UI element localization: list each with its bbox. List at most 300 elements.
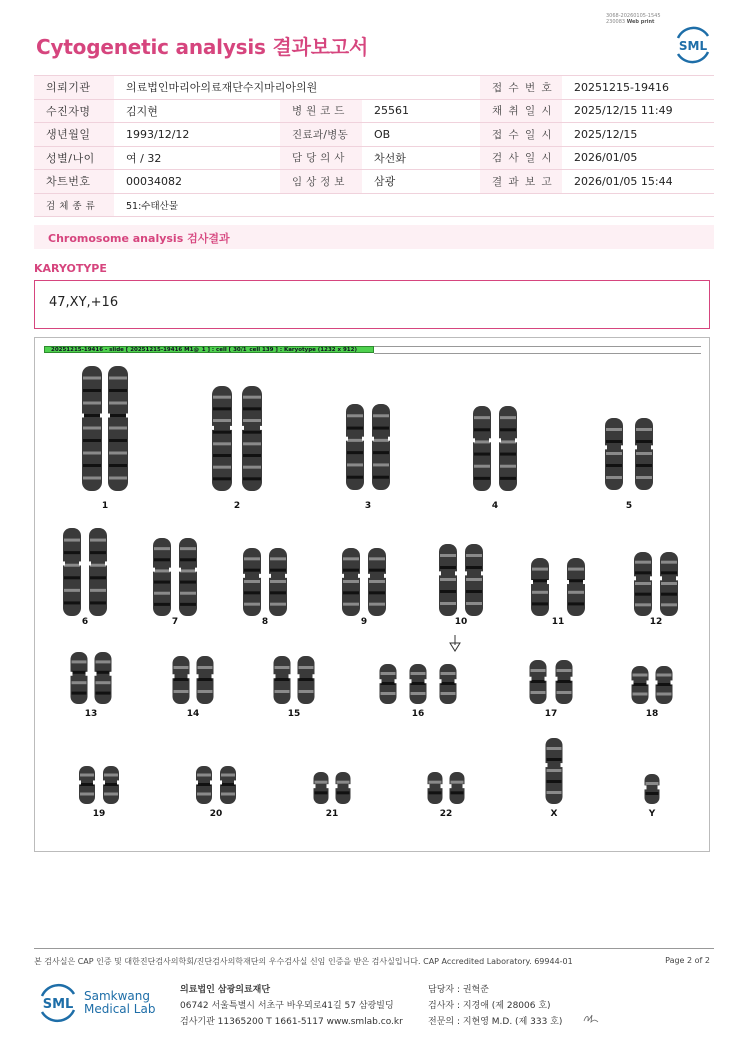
- chromosome-label: 20: [209, 809, 223, 819]
- chromosome-band: [466, 554, 482, 557]
- chromosome-band: [500, 440, 516, 443]
- centromere: [631, 680, 634, 684]
- chromosome-band: [198, 690, 213, 693]
- label-requesting-org: 의뢰기관: [34, 76, 114, 100]
- centromere: [439, 679, 442, 683]
- chromosome-band: [83, 439, 101, 442]
- centromere: [211, 426, 214, 430]
- chromosome-label: 14: [186, 709, 200, 719]
- chromosome-band: [198, 678, 213, 681]
- chromosome-band: [568, 602, 584, 605]
- chromosome-band: [440, 554, 456, 557]
- chromosome-band: [373, 414, 389, 417]
- chromosome-band: [64, 589, 80, 592]
- chromosome-band: [474, 428, 490, 431]
- chromosome-band: [381, 682, 396, 685]
- centromere: [571, 677, 574, 681]
- chromosome-band: [440, 566, 456, 569]
- chromosome-band: [243, 419, 261, 422]
- chromosome-band: [635, 561, 651, 564]
- centromere: [583, 580, 586, 584]
- chromosome-band: [411, 692, 426, 695]
- centromere: [79, 561, 82, 565]
- chromosome-band: [104, 774, 118, 777]
- chromosome-band: [547, 758, 562, 761]
- chromosome-band: [636, 464, 652, 467]
- label-department: 진료과/병동: [280, 123, 362, 147]
- chromosome-band: [154, 592, 170, 595]
- centromere: [126, 414, 129, 418]
- chromosome-band: [275, 690, 290, 693]
- centromere: [327, 784, 330, 788]
- chromosome-band: [568, 579, 584, 582]
- chromosome-band: [646, 782, 659, 785]
- centromere: [633, 576, 636, 580]
- chromosome-band: [104, 783, 118, 786]
- label-test-date: 검 사 일 시: [480, 146, 562, 170]
- chromosome-band: [369, 569, 385, 572]
- chromosome-band: [244, 557, 260, 560]
- chromosome-band: [633, 693, 648, 696]
- info-row: [34, 170, 714, 194]
- chromosome-band: [90, 564, 106, 567]
- value-report-time: 2026/01/05 15:44: [562, 170, 714, 194]
- chromosome-band: [661, 593, 677, 596]
- chromosome-label: 5: [625, 501, 633, 511]
- lab-org-name: 의료법인 삼광의료재단: [180, 985, 271, 995]
- chromosome-band: [657, 683, 672, 686]
- chromosome-label: 16: [411, 709, 425, 719]
- chromosome-band: [429, 791, 442, 794]
- chromosome-band: [343, 591, 359, 594]
- chromosome-band: [500, 465, 516, 468]
- centromere: [94, 672, 97, 676]
- centromere: [297, 674, 300, 678]
- chromosome-label: 15: [287, 709, 301, 719]
- chromosome-band: [96, 660, 111, 663]
- chromosome-band: [343, 569, 359, 572]
- chromosome-band: [547, 791, 562, 794]
- chromosome-band: [547, 747, 562, 750]
- centromere: [409, 679, 412, 683]
- chromosome-band: [441, 692, 456, 695]
- centromere: [651, 445, 654, 449]
- label-report-time: 결 과 보 고: [480, 170, 562, 194]
- chromosome-band: [109, 452, 127, 455]
- centromere: [241, 426, 244, 430]
- centromere: [530, 580, 533, 584]
- chromosome-band: [633, 674, 648, 677]
- chromosome-band: [83, 402, 101, 405]
- chromosome-band: [532, 579, 548, 582]
- centromere: [647, 680, 650, 684]
- chromosome-band: [547, 780, 562, 783]
- lab-contact: 검사기관 11365200 T 1661-5117 www.smlab.co.kr: [180, 1017, 403, 1027]
- chromosome-band: [557, 669, 572, 672]
- centromere: [379, 679, 382, 683]
- centromere: [70, 672, 73, 676]
- chromosome-band: [347, 414, 363, 417]
- chromosome-label: 21: [325, 809, 339, 819]
- chromosome-label: X: [550, 809, 558, 819]
- chromosome-band: [369, 557, 385, 560]
- centromere: [100, 414, 103, 418]
- chromosome-band: [221, 793, 235, 796]
- centromere: [515, 438, 518, 442]
- chromosome-band: [197, 774, 211, 777]
- sml-logo-text: SML: [678, 39, 708, 53]
- centromere: [242, 574, 245, 578]
- label-received-time: 접 수 일 시: [480, 123, 562, 147]
- chromosome-2: [242, 386, 262, 491]
- centromere: [86, 672, 89, 676]
- chromosome-band: [661, 603, 677, 606]
- chromosome-label: 4: [491, 501, 499, 511]
- footer-divider: [34, 948, 714, 949]
- info-row: [34, 76, 714, 100]
- chromosome-band: [275, 678, 290, 681]
- value-requesting-org: 의료법인마리아의료재단수지마리아의원: [114, 76, 480, 100]
- chromosome-band: [213, 419, 231, 422]
- value-hospital-code: 25561: [362, 99, 480, 123]
- chromosome-band: [369, 603, 385, 606]
- chromosome-band: [180, 547, 196, 550]
- chromosome-band: [531, 691, 546, 694]
- centromere: [545, 763, 548, 767]
- value-physician: 차선화: [362, 146, 480, 170]
- label-sex-age: 성별/나이: [34, 146, 114, 170]
- chromosome-band: [606, 464, 622, 467]
- value-collection-time: 2025/12/15 11:49: [562, 99, 714, 123]
- chromosome-band: [441, 672, 456, 675]
- centromere: [481, 571, 484, 575]
- chromosome-band: [213, 396, 231, 399]
- chromosome-label: 9: [360, 617, 368, 627]
- centromere: [81, 414, 84, 418]
- chromosome-band: [636, 476, 652, 479]
- chromosome-band: [411, 672, 426, 675]
- sml-footer-logo-text: SML: [42, 997, 74, 1012]
- chromosome-band: [80, 793, 94, 796]
- result-section-header: [34, 225, 714, 249]
- chromosome-band: [373, 451, 389, 454]
- chromosome-band: [109, 389, 127, 392]
- lab-address: 06742 서울특별시 서초구 바우뫼로41길 57 삼광빌딩: [180, 1001, 394, 1011]
- chromosome-band: [532, 602, 548, 605]
- chromosome-band: [547, 769, 562, 772]
- chromosome-band: [104, 793, 118, 796]
- chromosome-band: [109, 402, 127, 405]
- chromosome-band: [109, 477, 127, 480]
- chromosome-band: [337, 781, 350, 784]
- print-meta-id: 3068-20260105-1545: [606, 13, 661, 19]
- centromere: [102, 780, 105, 784]
- chromosome-band: [532, 591, 548, 594]
- chromosome-label: 1: [101, 501, 109, 511]
- staff-tester: 검사자 : 지경애 (제 28006 호): [428, 1001, 551, 1011]
- karyotype-heading: KARYOTYPE: [34, 262, 107, 275]
- chromosome-band: [244, 591, 260, 594]
- centromere: [230, 426, 233, 430]
- chromosome-label: 6: [81, 617, 89, 627]
- label-physician: 담 당 의 사: [280, 146, 362, 170]
- chromosome-band: [64, 539, 80, 542]
- chromosome-band: [606, 476, 622, 479]
- centromere: [463, 784, 466, 788]
- chromosome-band: [474, 440, 490, 443]
- value-accession-no: 20251215-19416: [562, 76, 714, 100]
- chromosome-label: 19: [92, 809, 106, 819]
- chromosome-band: [369, 591, 385, 594]
- chromosome-22: [450, 772, 465, 804]
- chromosome-21: [314, 772, 329, 804]
- staff-signatures: [428, 982, 562, 1030]
- centromere: [188, 674, 191, 678]
- chromosome-band: [109, 377, 127, 380]
- chromosome-band: [661, 571, 677, 574]
- centromere: [604, 445, 607, 449]
- centromere: [676, 576, 679, 580]
- centromere: [362, 437, 365, 441]
- value-sex-age: 여 / 32: [114, 146, 280, 170]
- chromosome-label: Y: [648, 809, 656, 819]
- chromosome-label: 18: [645, 709, 659, 719]
- centromere: [152, 568, 155, 572]
- print-meta-web: Web print: [626, 19, 655, 25]
- chromosome-band: [213, 466, 231, 469]
- centromere: [367, 574, 370, 578]
- karyotype-result-box: [34, 280, 710, 329]
- chromosome-label: 22: [439, 809, 453, 819]
- chromosome-band: [557, 691, 572, 694]
- lab-brand-name: [84, 990, 155, 1016]
- chromosome-label: 11: [551, 617, 565, 627]
- chromosome-band: [180, 592, 196, 595]
- chromosome-band: [180, 581, 196, 584]
- label-clinical-info: 임 상 정 보: [280, 170, 362, 194]
- centromere: [219, 780, 222, 784]
- chromosome-label: 8: [261, 617, 269, 627]
- chromosome-band: [635, 603, 651, 606]
- chromosome-band: [243, 407, 261, 410]
- chromosome-band: [633, 683, 648, 686]
- centromere: [313, 784, 316, 788]
- chromosome-band: [90, 589, 106, 592]
- centromere: [78, 780, 81, 784]
- chromosome-band: [197, 793, 211, 796]
- chromosome-band: [557, 680, 572, 683]
- chromosome-band: [90, 539, 106, 542]
- centromere: [489, 438, 492, 442]
- centromere: [449, 784, 452, 788]
- sml-logo-icon: [672, 24, 714, 66]
- chromosome-band: [347, 463, 363, 466]
- centromere: [671, 680, 674, 684]
- chromosome-band: [411, 682, 426, 685]
- chromosome-band: [606, 428, 622, 431]
- centromere: [388, 437, 391, 441]
- centromere: [658, 785, 661, 789]
- chromosome-band: [154, 581, 170, 584]
- info-row: [34, 193, 714, 217]
- chromosome-band: [83, 427, 101, 430]
- chromosome-band: [636, 452, 652, 455]
- centromere: [621, 445, 624, 449]
- centromere: [110, 672, 113, 676]
- centromere: [545, 677, 548, 681]
- centromere: [117, 780, 120, 784]
- centromere: [88, 561, 91, 565]
- chromosome-band: [474, 453, 490, 456]
- label-birth-date: 생년월일: [34, 123, 114, 147]
- trisomy-arrow-icon: [450, 635, 460, 651]
- chromosome-band: [154, 558, 170, 561]
- chromosome-band: [369, 580, 385, 583]
- chromosome-band: [270, 569, 286, 572]
- chromosome-22: [428, 772, 443, 804]
- page-number: Page 2 of 2: [665, 956, 710, 965]
- chromosome-band: [244, 580, 260, 583]
- chromosome-band: [90, 551, 106, 554]
- centromere: [212, 674, 215, 678]
- chromosome-band: [180, 569, 196, 572]
- chromosome-band: [90, 576, 106, 579]
- chromosome-label: 13: [84, 709, 98, 719]
- chromosome-band: [213, 442, 231, 445]
- centromere: [196, 674, 199, 678]
- chromosome-band: [83, 389, 101, 392]
- chromosome-band: [451, 791, 464, 794]
- chromosome-band: [109, 439, 127, 442]
- centromere: [384, 574, 387, 578]
- chromosome-band: [347, 451, 363, 454]
- chromosome-band: [646, 792, 659, 795]
- chromosome-band: [299, 678, 314, 681]
- info-row: [34, 123, 714, 147]
- label-chart-no: 차트번호: [34, 170, 114, 194]
- chromosome-band: [343, 580, 359, 583]
- chromosome-band: [440, 590, 456, 593]
- chromosome-band: [657, 693, 672, 696]
- karyotype-result: 47,XY,+16: [49, 295, 119, 310]
- chromosome-band: [83, 477, 101, 480]
- karyogram-caption-rule: [374, 346, 701, 354]
- chromosome-band: [568, 568, 584, 571]
- chromosome-band: [64, 551, 80, 554]
- centromere: [341, 574, 344, 578]
- chromosome-13: [71, 652, 88, 704]
- centromere: [455, 679, 458, 683]
- chromosome-band: [568, 591, 584, 594]
- chromosome-band: [221, 774, 235, 777]
- chromosome-band: [72, 681, 87, 684]
- info-row: [34, 146, 714, 170]
- chromosome-band: [109, 427, 127, 430]
- staff-manager: 담당자 : 권혁준: [428, 985, 489, 995]
- chromosome-band: [213, 454, 231, 457]
- chromosome-label: 2: [233, 501, 241, 511]
- karyogram-image: [35, 356, 709, 850]
- chromosome-band: [198, 666, 213, 669]
- value-received-time: 2025/12/15: [562, 123, 714, 147]
- chromosome-band: [243, 442, 261, 445]
- chromosome-band: [96, 692, 111, 695]
- centromere: [561, 763, 564, 767]
- centromere: [441, 784, 444, 788]
- chromosome-band: [64, 564, 80, 567]
- chromosome-band: [474, 465, 490, 468]
- chromosome-band: [500, 477, 516, 480]
- label-accession-no: 접 수 번 호: [480, 76, 562, 100]
- chromosome-band: [661, 561, 677, 564]
- centromere: [498, 438, 501, 442]
- value-patient-name: 김지현: [114, 99, 280, 123]
- chromosome-band: [72, 671, 87, 674]
- chromosome-band: [243, 431, 261, 434]
- print-meta-code: 230083: [606, 19, 626, 25]
- centromere: [107, 414, 110, 418]
- chromosome-band: [299, 666, 314, 669]
- chromosome-band: [96, 681, 111, 684]
- label-specimen-type: 검 체 종 류: [34, 193, 114, 217]
- centromere: [273, 674, 276, 678]
- chromosome-band: [270, 603, 286, 606]
- chromosome-band: [500, 428, 516, 431]
- chromosome-band: [347, 427, 363, 430]
- chromosome-band: [213, 407, 231, 410]
- accreditation-note: 본 검사실은 CAP 인증 및 대한진단검사의학회/진단검사의학재단의 우수검사실 신임 인증을 받은 검사실입니다. CAP Accredited Laboratory. 69944-01: [34, 957, 573, 966]
- chromosome-band: [373, 439, 389, 442]
- chromosome-band: [381, 672, 396, 675]
- centromere: [425, 679, 428, 683]
- chromosome-band: [636, 428, 652, 431]
- chromosome-band: [72, 660, 87, 663]
- centromere: [195, 780, 198, 784]
- chromosome-band: [244, 569, 260, 572]
- centromere: [358, 574, 361, 578]
- chromosome-band: [343, 603, 359, 606]
- centromere: [644, 785, 647, 789]
- sml-footer-logo-icon: [36, 981, 80, 1025]
- centromere: [169, 568, 172, 572]
- label-hospital-code: 병 원 코 드: [280, 99, 362, 123]
- chromosome-band: [83, 377, 101, 380]
- chromosome-band: [243, 454, 261, 457]
- centromere: [547, 580, 550, 584]
- value-test-date: 2026/01/05: [562, 146, 714, 170]
- patient-info-table: [34, 75, 714, 217]
- chromosome-band: [83, 414, 101, 417]
- label-patient-name: 수진자명: [34, 99, 114, 123]
- chromosome-band: [197, 783, 211, 786]
- chromosome-band: [474, 477, 490, 480]
- centromere: [313, 674, 316, 678]
- centromere: [438, 571, 441, 575]
- chromosome-band: [64, 601, 80, 604]
- chromosome-band: [343, 557, 359, 560]
- chromosome-2: [212, 386, 232, 491]
- chromosome-band: [635, 571, 651, 574]
- chromosome-band: [606, 440, 622, 443]
- chromosome-band: [373, 427, 389, 430]
- chromosome-band: [451, 781, 464, 784]
- chromosome-band: [96, 671, 111, 674]
- chromosome-band: [80, 774, 94, 777]
- chromosome-band: [213, 431, 231, 434]
- chromosome-21: [336, 772, 351, 804]
- chromosome-band: [440, 578, 456, 581]
- chromosome-band: [244, 603, 260, 606]
